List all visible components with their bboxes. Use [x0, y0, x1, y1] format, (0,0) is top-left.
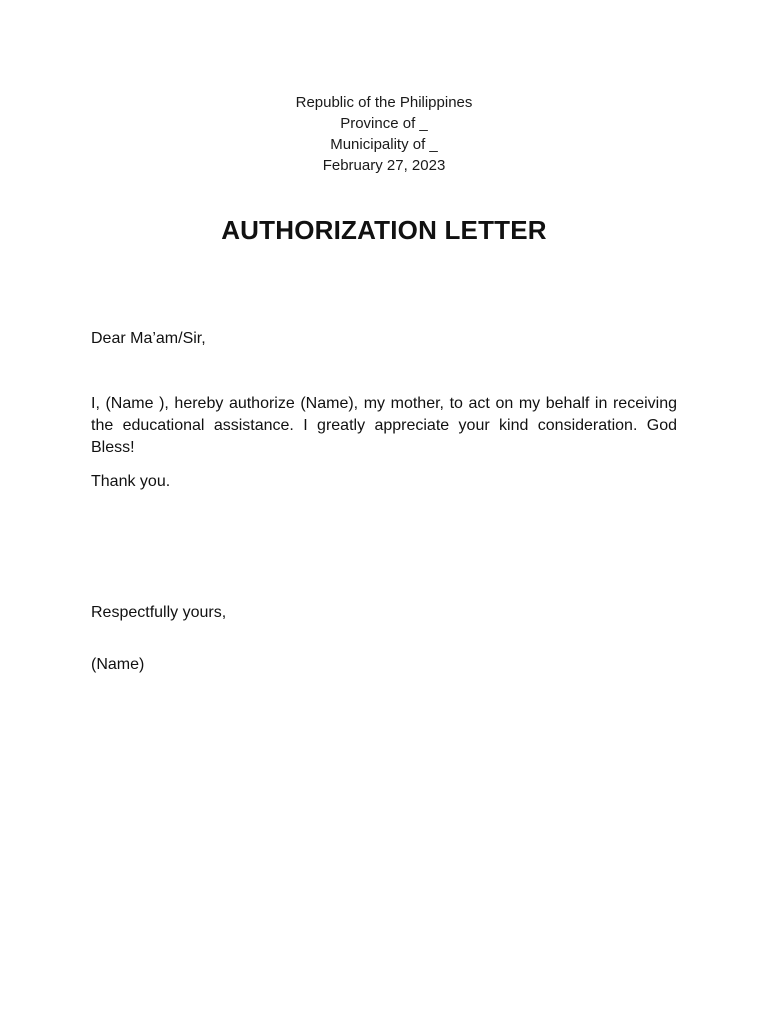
municipality-line: Municipality of _	[330, 136, 438, 153]
letter-date: February 27, 2023	[322, 157, 446, 174]
closing-line: Respectfully yours,	[91, 604, 227, 621]
signature-name: (Name)	[91, 656, 145, 673]
salutation: Dear Ma’am/Sir,	[91, 330, 206, 347]
country-line: Republic of the Philippines	[295, 94, 473, 111]
document-title: AUTHORIZATION LETTER	[221, 215, 547, 245]
letterhead	[0, 92, 768, 176]
province-line: Province of _	[340, 115, 428, 132]
thanks-line: Thank you.	[91, 473, 171, 490]
letter-body: I, (Name ), hereby authorize (Name), my mother, to act on my behalf in receiving the educational assistance. I greatly appreciate your kind consideration. God Bless!	[91, 395, 677, 456]
